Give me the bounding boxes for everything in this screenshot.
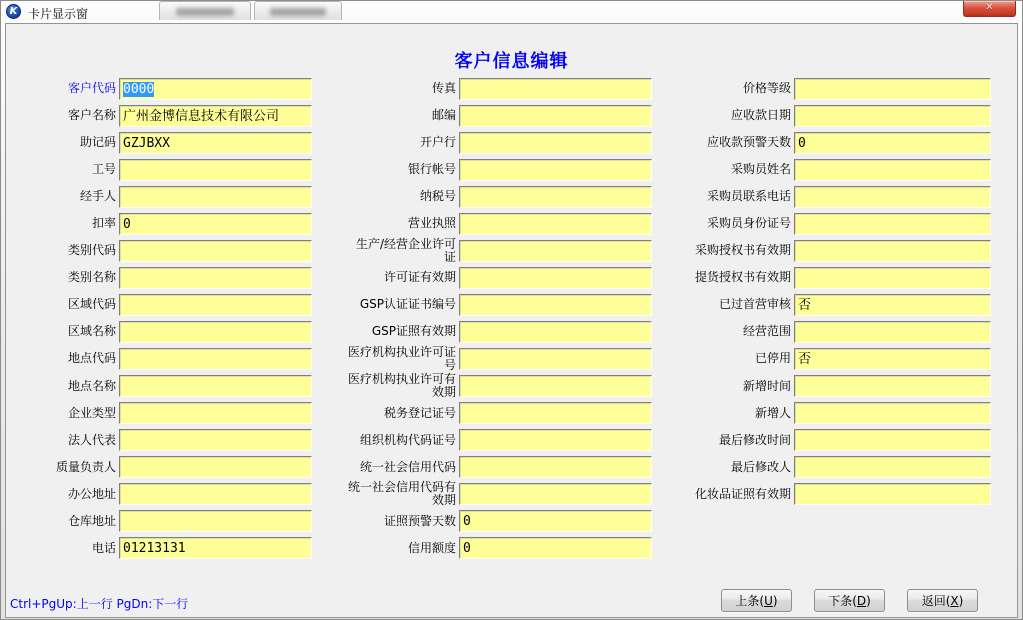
form-row	[679, 102, 991, 129]
form-row	[9, 373, 312, 400]
field-input[interactable]	[119, 159, 312, 181]
field-label: 统一社会信用代码有效期	[347, 480, 456, 508]
field-input[interactable]	[794, 132, 991, 154]
field-input[interactable]	[459, 483, 652, 505]
form-row	[9, 508, 312, 535]
field-label: 扣率	[91, 216, 116, 231]
form-row	[344, 373, 652, 400]
field-label: 统一社会信用代码	[359, 459, 456, 474]
form-row	[679, 129, 991, 156]
form-row	[679, 454, 991, 481]
title-bar	[1, 1, 1022, 23]
form-row	[679, 264, 991, 291]
field-value: 否	[798, 297, 812, 313]
return-button[interactable]: 返回(X)	[907, 589, 978, 612]
field-label: GSP证照有效期	[371, 324, 456, 339]
field-input[interactable]	[119, 213, 312, 235]
field-input[interactable]	[459, 132, 652, 154]
field-input[interactable]	[459, 294, 652, 316]
form-row	[679, 183, 991, 210]
field-label: 税务登记证号	[383, 405, 456, 420]
field-label: 开户行	[419, 135, 456, 150]
field-input[interactable]	[459, 510, 652, 532]
form-row	[344, 264, 652, 291]
field-label: 证照预警天数	[383, 513, 456, 528]
form-row	[679, 291, 991, 318]
form-row	[679, 237, 991, 264]
form-row	[344, 318, 652, 345]
field-input[interactable]	[459, 240, 652, 262]
form-row	[679, 400, 991, 427]
field-input[interactable]	[794, 375, 991, 397]
field-input[interactable]	[794, 429, 991, 451]
field-label: 价格等级	[742, 81, 791, 96]
field-label: 采购授权书有效期	[694, 243, 791, 258]
form-row	[344, 400, 652, 427]
field-input[interactable]	[119, 537, 312, 559]
form-row	[679, 210, 991, 237]
window-title: 卡片显示窗	[28, 7, 89, 21]
form-row	[9, 264, 312, 291]
field-input[interactable]	[119, 402, 312, 424]
field-input[interactable]	[794, 186, 991, 208]
field-label: 区域名称	[67, 324, 116, 339]
form-row	[9, 454, 312, 481]
form-row	[344, 508, 652, 535]
field-value: 否	[798, 351, 812, 367]
field-input[interactable]	[119, 375, 312, 397]
field-input[interactable]	[794, 456, 991, 478]
form-row	[344, 210, 652, 237]
field-label: 应收款日期	[730, 108, 791, 123]
field-label: 区域代码	[67, 297, 116, 312]
field-input[interactable]	[119, 483, 312, 505]
form-row	[679, 75, 991, 102]
app-icon: K	[6, 4, 21, 19]
field-input[interactable]	[119, 294, 312, 316]
field-input[interactable]	[459, 456, 652, 478]
field-input[interactable]	[794, 105, 991, 127]
form-row	[344, 454, 652, 481]
form-row	[679, 481, 991, 508]
field-input[interactable]	[459, 267, 652, 289]
form-row	[9, 210, 312, 237]
field-label: 采购员联系电话	[706, 189, 791, 204]
field-value: GZJBXX	[123, 135, 170, 151]
form-row	[344, 237, 652, 264]
field-value: 广州金博信息技术有限公司	[123, 108, 280, 124]
form-row	[9, 183, 312, 210]
keyboard-hint: Ctrl+PgUp:上一行 PgDn:下一行	[10, 597, 189, 611]
form-row	[344, 183, 652, 210]
form-row	[9, 237, 312, 264]
field-label: 办公地址	[67, 486, 116, 501]
field-label: 企业类型	[67, 405, 116, 420]
field-label: 应收款预警天数	[706, 135, 791, 150]
field-input[interactable]	[459, 186, 652, 208]
background-tab-blurred-1[interactable]	[159, 1, 251, 20]
field-input[interactable]	[459, 429, 652, 451]
field-label: 助记码	[79, 135, 116, 150]
form-row	[9, 318, 312, 345]
field-label: 客户代码	[67, 81, 116, 96]
field-label: 质量负责人	[55, 459, 116, 474]
field-input[interactable]	[794, 159, 991, 181]
close-button[interactable]: ✕	[963, 1, 1016, 17]
field-label: 地点代码	[67, 351, 116, 366]
field-label: 已停用	[754, 351, 791, 366]
field-label: 信用额度	[407, 540, 456, 555]
form-row	[9, 102, 312, 129]
field-label: 生产/经营企业许可证	[355, 236, 456, 264]
field-input[interactable]	[794, 267, 991, 289]
field-value: 0	[123, 216, 131, 232]
field-input[interactable]	[459, 402, 652, 424]
form-row	[9, 129, 312, 156]
blurred-tab-label	[176, 8, 235, 16]
form-row	[344, 481, 652, 508]
field-input[interactable]	[794, 402, 991, 424]
field-input[interactable]	[794, 321, 991, 343]
field-input[interactable]	[459, 537, 652, 559]
form-row	[679, 345, 991, 372]
field-label: 已过首营审核	[718, 297, 791, 312]
footer-buttons	[721, 589, 978, 612]
field-label: 客户名称	[67, 108, 116, 123]
field-input[interactable]	[794, 78, 991, 100]
field-label: GSP认证证书编号	[359, 297, 456, 312]
field-input[interactable]	[119, 348, 312, 370]
field-label: 新增人	[754, 405, 791, 420]
form-row	[679, 156, 991, 183]
form-column-middle	[344, 75, 652, 562]
field-label: 许可证有效期	[383, 270, 456, 285]
field-value: 0	[463, 541, 471, 557]
field-label: 新增时间	[742, 378, 791, 393]
form-row	[679, 318, 991, 345]
field-input[interactable]	[459, 78, 652, 100]
field-label: 医疗机构执业许可有效期	[347, 372, 456, 400]
field-input[interactable]	[119, 456, 312, 478]
field-input[interactable]	[459, 348, 652, 370]
form-row	[9, 156, 312, 183]
field-label: 纳税号	[419, 189, 456, 204]
form-panel	[5, 23, 1018, 618]
form-column-left	[9, 75, 312, 562]
field-label: 仓库地址	[67, 513, 116, 528]
field-label: 类别代码	[67, 243, 116, 258]
form-column-right	[679, 75, 991, 508]
field-input[interactable]	[119, 321, 312, 343]
form-row	[679, 427, 991, 454]
field-input[interactable]	[794, 348, 991, 370]
form-row	[9, 427, 312, 454]
form-row	[344, 156, 652, 183]
field-label: 类别名称	[67, 270, 116, 285]
form-row	[344, 427, 652, 454]
field-value: 0	[463, 514, 471, 530]
field-value: 0	[798, 135, 806, 151]
field-input[interactable]	[459, 375, 652, 397]
field-label: 采购员身份证号	[706, 216, 791, 231]
form-row	[9, 535, 312, 562]
field-input[interactable]	[119, 429, 312, 451]
field-label: 地点名称	[67, 378, 116, 393]
field-label: 经手人	[79, 189, 116, 204]
field-label: 传真	[431, 81, 456, 96]
next-record-button[interactable]: 下条(D)	[814, 589, 885, 612]
field-value: 01213131	[123, 541, 186, 557]
prev-record-button[interactable]: 上条(U)	[721, 589, 792, 612]
background-tab-blurred-2[interactable]	[254, 1, 342, 20]
field-input[interactable]	[794, 483, 991, 505]
field-label: 组织机构代码证号	[359, 432, 456, 447]
blurred-tab-label	[270, 8, 326, 16]
form-row	[9, 400, 312, 427]
field-label: 化妆品证照有效期	[694, 486, 791, 501]
field-input[interactable]	[794, 294, 991, 316]
field-input[interactable]	[459, 159, 652, 181]
field-label: 营业执照	[407, 216, 456, 231]
field-label: 提货授权书有效期	[694, 270, 791, 285]
form-row	[9, 345, 312, 372]
field-input[interactable]	[119, 78, 312, 100]
field-input[interactable]	[794, 213, 991, 235]
field-input[interactable]	[459, 321, 652, 343]
form-row	[679, 373, 991, 400]
field-label: 银行帐号	[407, 162, 456, 177]
field-input[interactable]	[119, 240, 312, 262]
field-label: 最后修改时间	[718, 432, 791, 447]
form-row	[9, 291, 312, 318]
form-row	[9, 481, 312, 508]
field-input[interactable]	[119, 510, 312, 532]
field-value-selected: 0000	[123, 81, 155, 97]
field-label: 医疗机构执业许可证号	[347, 344, 456, 372]
form-row	[344, 345, 652, 372]
field-label: 邮编	[431, 108, 456, 123]
field-input[interactable]	[119, 105, 312, 127]
field-label: 经营范围	[742, 324, 791, 339]
field-input[interactable]	[459, 105, 652, 127]
field-input[interactable]	[119, 132, 312, 154]
field-label: 电话	[91, 540, 116, 555]
form-row	[344, 535, 652, 562]
form-row	[344, 75, 652, 102]
form-row	[344, 129, 652, 156]
field-input[interactable]	[459, 213, 652, 235]
field-label: 最后修改人	[730, 459, 791, 474]
field-label: 采购员姓名	[730, 162, 791, 177]
form-title: 客户信息编辑	[454, 51, 569, 72]
field-input[interactable]	[794, 240, 991, 262]
field-input[interactable]	[119, 186, 312, 208]
form-row	[344, 102, 652, 129]
field-input[interactable]	[119, 267, 312, 289]
field-label: 法人代表	[67, 432, 116, 447]
form-row	[9, 75, 312, 102]
form-row	[344, 291, 652, 318]
field-label: 工号	[91, 162, 116, 177]
